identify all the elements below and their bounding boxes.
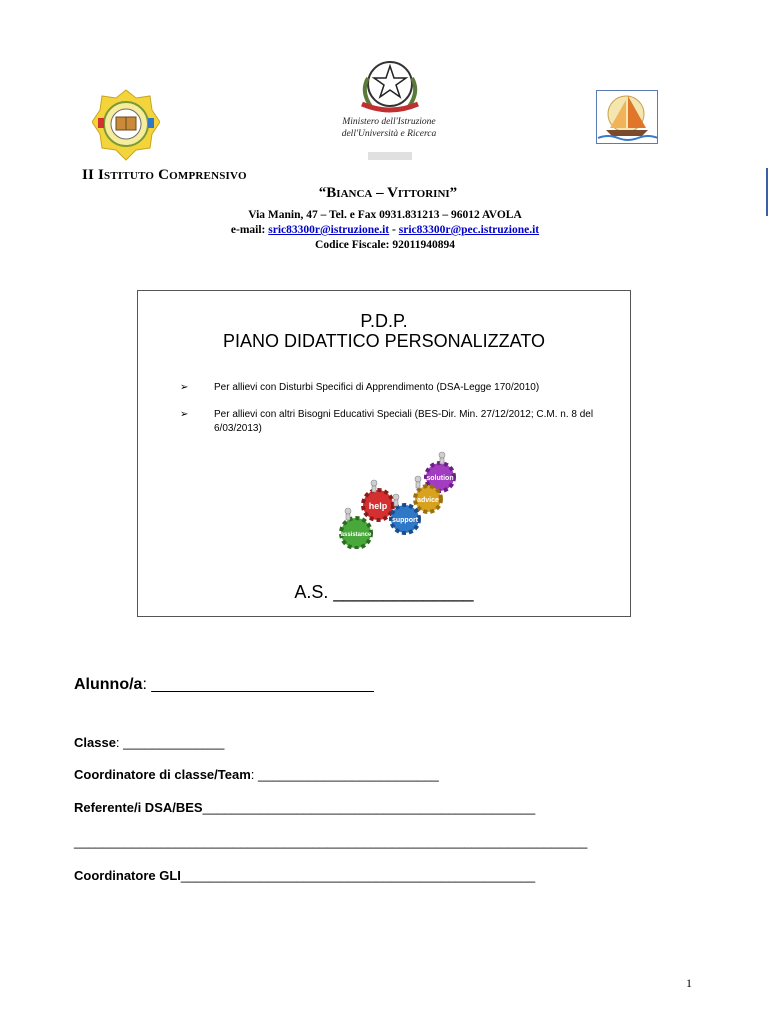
ministry-line-2: dell'Università e Ricerca: [341, 129, 437, 139]
classe-field[interactable]: [74, 735, 224, 750]
email-link-1[interactable]: sric83300r@istruzione.it: [268, 224, 390, 236]
coordinatore-blank[interactable]: : _________________________: [250, 767, 439, 782]
school-subname-text: “Bianca – Vittorini”: [318, 185, 458, 201]
gli-blank[interactable]: _________________________________________________: [180, 868, 536, 883]
email-link-2[interactable]: sric83300r@pec.istruzione.it: [398, 224, 540, 236]
gear-label: help: [368, 501, 388, 511]
email-separator: -: [392, 224, 396, 236]
referente-extra-line[interactable]: _______________________________________________________________________: [74, 834, 588, 849]
school-year-field[interactable]: A.S. ______________: [294, 582, 474, 602]
email-label: e-mail:: [230, 224, 266, 236]
pdp-subtitle: PIANO DIDATTICO PERSONALIZZATO: [222, 331, 546, 351]
bullet-item: [180, 408, 610, 436]
school-subname: [0, 185, 770, 202]
alunno-blank[interactable]: : _________________________: [142, 676, 374, 693]
referente-field[interactable]: [74, 800, 535, 815]
gear-label: support: [391, 517, 419, 524]
pdp-box: [137, 290, 631, 617]
ministry-line-1: Ministero dell'Istruzione: [342, 117, 436, 127]
bullet-text: Per allievi con altri Bisogni Educativi Speciali (BES-Dir. Min. 27/12/2012; C.M. n. 8 del 6/03/2013): [214, 409, 594, 434]
fiscal-code: Codice Fiscale: 92011940894: [315, 239, 455, 251]
pdp-title: P.D.P.: [360, 311, 408, 331]
bullet-arrow-icon: ➢: [180, 382, 189, 393]
bullet-item: [180, 381, 610, 395]
gear-label: advice: [417, 497, 439, 504]
school-email-line: [0, 224, 770, 236]
classe-label: Classe: [74, 735, 116, 750]
gear-assistance: [341, 518, 372, 548]
gear-label: solution: [426, 475, 454, 482]
school-name: II Istituto Comprensivo: [82, 167, 247, 183]
gli-label: Coordinatore GLI: [74, 868, 181, 883]
coordinatore-label: Coordinatore di classe/Team: [74, 767, 251, 782]
classe-blank[interactable]: : ______________: [115, 735, 225, 750]
gear-advice: [415, 486, 441, 512]
sailboat-logo: [596, 90, 658, 144]
school-logo-left: [92, 88, 160, 162]
ministry-name: [318, 116, 460, 140]
bullet-arrow-icon: ➢: [180, 409, 189, 420]
alunno-label: Alunno/a: [74, 676, 143, 693]
school-address: Via Manin, 47 – Tel. e Fax 0931.831213 – 96012 AVOLA: [248, 209, 522, 221]
page-number: 1: [686, 976, 692, 990]
coordinatore-field[interactable]: [74, 767, 439, 782]
republic-emblem: [338, 52, 442, 168]
gear-label: assistance: [340, 532, 372, 538]
bullet-text: Per allievi con Disturbi Specifici di Apprendimento (DSA-Legge 170/2010): [214, 382, 540, 393]
referente-label: Referente/i DSA/BES: [74, 800, 203, 815]
gli-field[interactable]: [74, 868, 535, 883]
alunno-field[interactable]: [74, 676, 374, 694]
help-gears-illustration: [334, 449, 464, 549]
referente-blank[interactable]: ______________________________________________: [202, 800, 536, 815]
gear-help: [363, 490, 393, 520]
gear-support: [391, 505, 419, 533]
